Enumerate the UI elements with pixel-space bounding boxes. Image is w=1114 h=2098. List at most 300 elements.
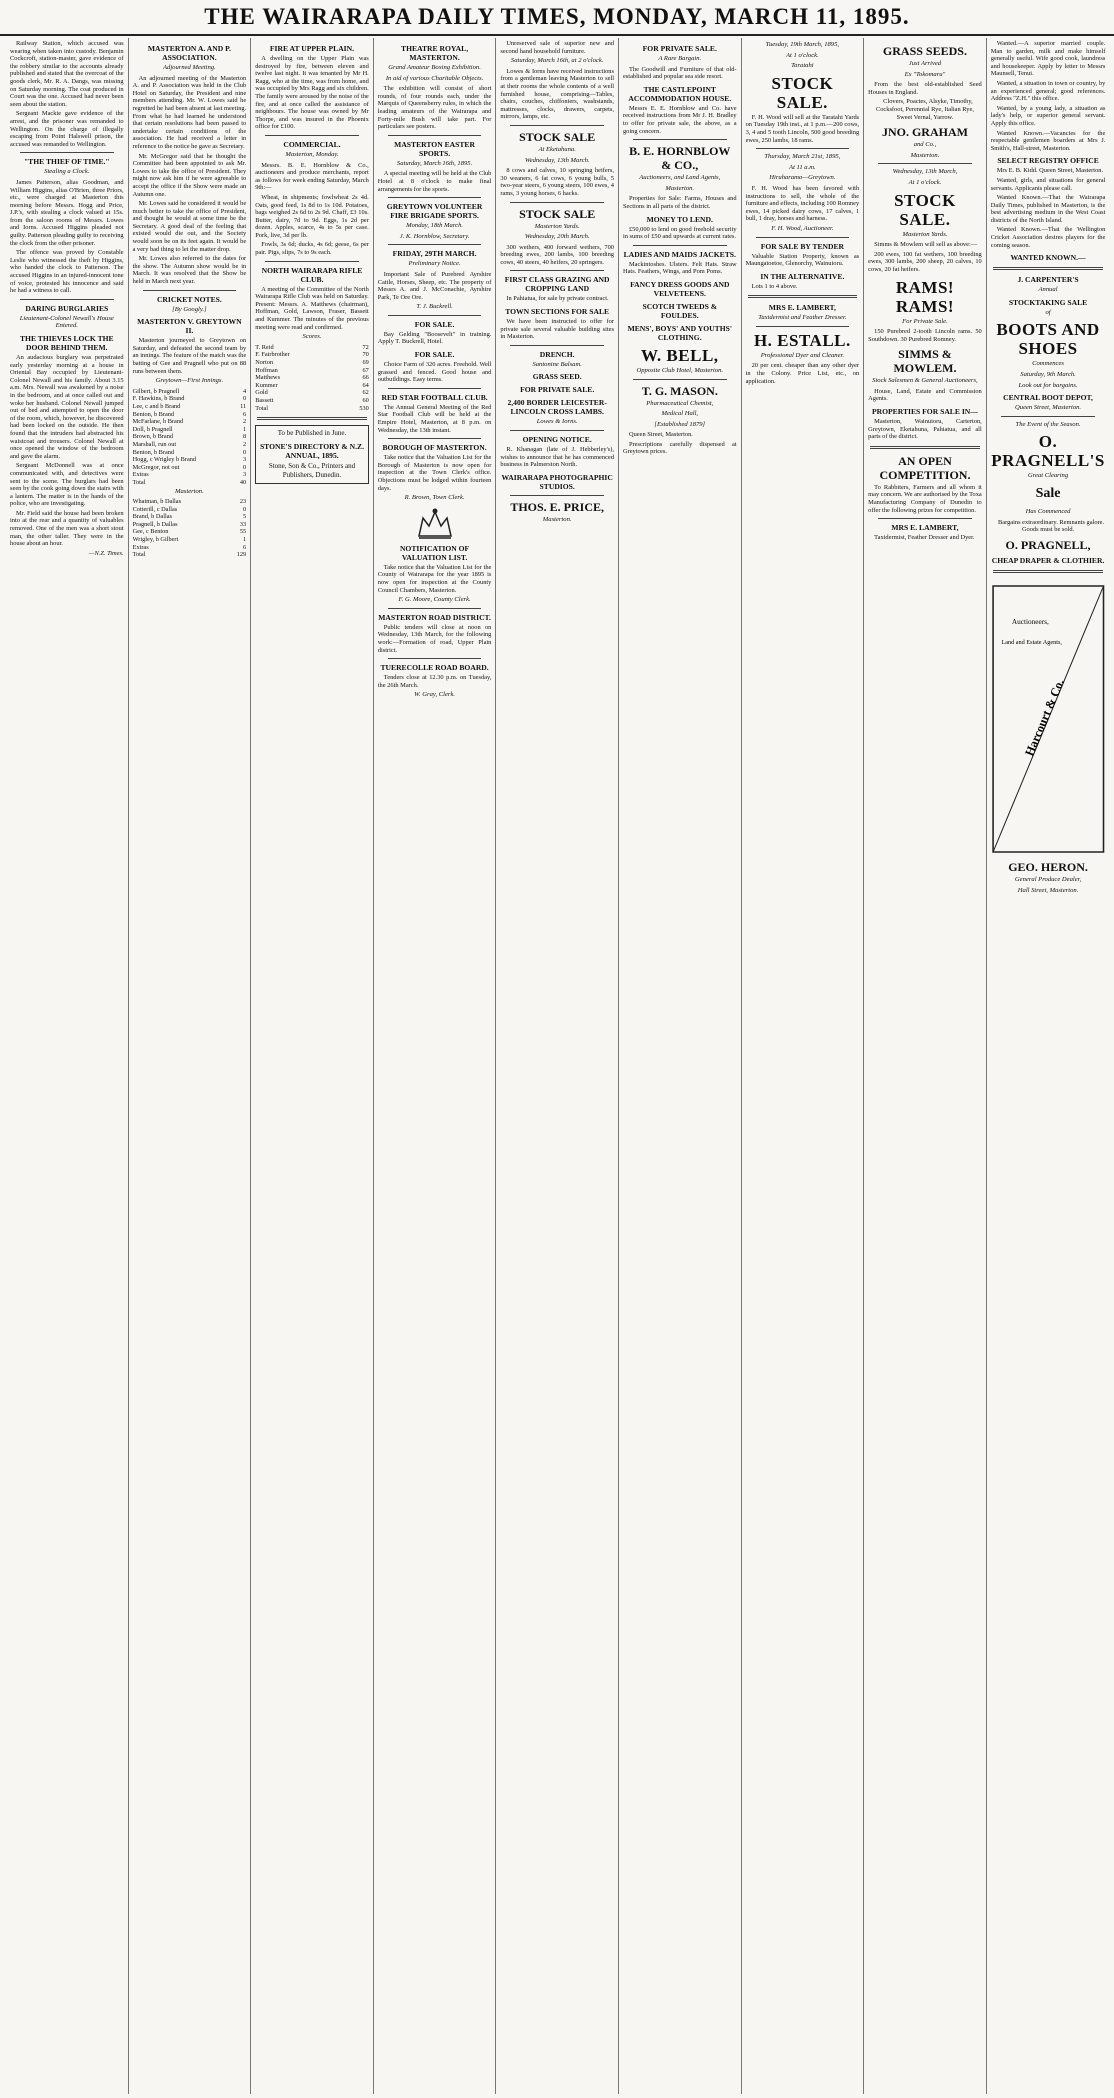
divider	[633, 379, 727, 380]
ad-title: FRIDAY, 29TH MARCH.	[392, 249, 477, 259]
ad-text: Properties for Sale: Farms, Houses and Sections in all parts of the district.	[622, 195, 737, 210]
ad-signature: Lowes & Iorns.	[536, 418, 578, 426]
ad-line: Just Arrived	[908, 60, 942, 67]
player-name: Extras	[132, 543, 149, 551]
stamp-line: Land and Estate Agents,	[1001, 639, 1062, 646]
ad-text: 20 per cent. cheaper than any other dyer in the Colony. Price List, etc., on application.	[745, 362, 860, 385]
table-title: Greytown—First Innings.	[155, 377, 224, 385]
table-row	[133, 388, 247, 396]
ad-title: PROPERTIES FOR SALE IN—	[872, 407, 978, 417]
ad-title: FOR SALE BY TENDER	[760, 241, 845, 251]
table-row	[133, 471, 247, 479]
ad-line: Masterton.	[542, 515, 572, 523]
player-name: Doll, b Pragnell	[132, 425, 173, 433]
headline: NORTH WAIRARAPA RIFLE CLUB.	[261, 265, 363, 284]
ad-title: FOR PRIVATE SALE.	[642, 44, 717, 53]
article-text: An adjourned meeting of the Masterton A. and P. Association was held in the Club Hotel on Saturday, the President and nine members attending. Mr. W. Lowes said he regretted he had been absent at last meeting. From what he had learned he understood that certain resolutions had been passed to undertake certain conditions of the association. He had received a letter in reference to the notice he gave as Secretary.	[132, 74, 247, 150]
ad-line: At 1 o'clock.	[786, 51, 819, 59]
ad-line: A Rare Bargain.	[658, 55, 702, 62]
divider	[388, 244, 482, 245]
ad-line: Has Commenced	[1025, 508, 1071, 515]
player-name: Extras	[132, 471, 149, 479]
ad-title: SCOTCH TWEEDS & FOULDES.	[642, 301, 718, 320]
article-text: Mr. Lowes also referred to the dates for the show. The Autumn show would be in March. It was resolved that the Show be held in March next year.	[132, 255, 247, 286]
ad-text: Queen Street, Masterton.	[628, 431, 693, 439]
ad-text: In Pahiatua, for sale by private contract.	[506, 295, 609, 303]
divider	[993, 267, 1104, 270]
ad-title: STOCK SALE	[519, 129, 596, 144]
divider	[633, 139, 727, 140]
player-runs: 1	[243, 425, 247, 433]
player-name: Hogg, c Wrigley b Brand	[132, 456, 197, 464]
ad-line: Hall Street, Masterton.	[1017, 886, 1079, 894]
ad-title: J. CARPENTER'S	[1017, 275, 1079, 285]
ad-signature: R. Brown, Town Clerk.	[404, 494, 465, 502]
shooter-name: Hoffman	[255, 366, 278, 374]
divider	[388, 608, 482, 609]
player-name: Wrigley, b Gilbert	[132, 536, 179, 544]
ad-line: Great Clearing	[1027, 472, 1069, 480]
column-4	[374, 38, 497, 2094]
player-runs: 4	[243, 387, 247, 395]
ad-line: CENTRAL BOOT DEPOT,	[1003, 393, 1093, 403]
divider	[510, 125, 604, 126]
ad-line: Opposite Club Hotel, Masterton.	[636, 366, 724, 374]
table-title: Scores.	[302, 333, 322, 341]
table-row	[255, 374, 369, 382]
ad-text: To Rabbiters, Farmers and all whom it may concern. We are authorised by the Toxa Manufacturing Company of Dunedin to offer the following prizes for competition.	[868, 483, 982, 514]
ad-title: WAIRARAPA PHOTOGRAPHIC STUDIOS.	[501, 472, 613, 491]
masthead	[0, 0, 1114, 36]
table-row	[133, 498, 247, 506]
article-text: An audacious burglary was perpetrated early yesterday morning at a house in Oriental Bay occupied by Lieutenant-Colonel Newall and his family. About 3.15 a.m. Mrs. Newall was awakened by a noise in the bedroom, and at once called out and woke her husband. Colonel Newall jumped out of bed and attempted to open the door of the room, which, however, he discovered had been locked on the outside. He then found that the intruders had abstracted his waistcoat and trousers. Colonel Newall at once opened the window of the bedroom and gave the alarm.	[10, 354, 124, 460]
ad-text: Unreserved sale of superior new and second hand household furniture.	[500, 40, 614, 55]
ad-text: Wanted, a situation in town or country, by an experienced general; good references. Address "Z.H." this office.	[990, 79, 1106, 103]
divider	[257, 417, 367, 420]
byline: —N.Z. Times.	[88, 549, 124, 557]
table-row	[133, 441, 247, 449]
ad-text: 8 cows and calves, 10 springing heifers, 30 weaners, 6 fat cows, 6 young bulls, 5 two-year steers, 6 young steers, 100 ewes, 4 rams, 3 young horses, 6 hacks.	[500, 167, 614, 197]
table-row	[133, 513, 247, 521]
article-text: Railway Station, which accused was wearing when taken into custody. Benjamin Cockcroft, station-master, gave evidence of the robbery similar to the accounts already published and stated that the overcoat of the goods clerk, Mr. R. A. Dangs, was missing on Saturday morning. The coat produced in Court was the one. Accused had never been seen about the station.	[10, 40, 124, 108]
divider	[633, 245, 727, 246]
divider	[388, 197, 482, 198]
column-9	[987, 38, 1110, 2094]
shooter-name: F. Fairbrother	[255, 351, 290, 359]
ad-text: Public tenders will close at noon on Wednesday, 13th March, for the following work:—Formation of road, Upper Plain district.	[377, 623, 492, 654]
ad-line: In aid of various Charitable Objects.	[385, 74, 484, 82]
headline: COMMERCIAL.	[283, 139, 341, 149]
ad-text: Prescriptions carefully dispensed at Greytown prices.	[622, 440, 737, 456]
ad-text: Messrs E. E. Hornblow and Co. have received instructions from Mr J. H. Bradley to offer for private sale, the above, as a going concern.	[622, 104, 737, 135]
ad-line: At 11 a.m.	[789, 163, 816, 171]
ad-line: Medical Hall,	[661, 410, 699, 418]
table-row	[255, 397, 369, 405]
ad-text: Wanted Known.—That the Wellington Cricket Association desires players for the coming season.	[990, 226, 1106, 249]
ad-line: Wednesday, 20th March.	[524, 233, 590, 241]
divider	[388, 135, 482, 136]
ad-line: At 1 o'clock.	[908, 178, 942, 186]
ad-line: Stock Salesmen & General Auctioneers,	[872, 377, 978, 385]
player-name: Total	[132, 551, 146, 559]
ad-line: Pharmaceutical Chemist,	[646, 399, 714, 407]
column-1	[6, 38, 129, 2094]
ad-title: FOR SALE.	[414, 319, 455, 329]
ad-title: FOR PRIVATE SALE.	[520, 385, 595, 395]
divider	[756, 326, 850, 327]
shooter-score: 530	[359, 404, 369, 412]
shooter-name: Bassett	[255, 396, 274, 404]
ad-text: Wanted.—A superior married couple. Man to garden, milk and make himself generally useful. Wife good cook, laundress and housekeeper. Apply by letter to Messrs Maunsell, Tenui.	[990, 40, 1106, 78]
ad-line: Commences	[1032, 360, 1064, 368]
divider	[388, 388, 482, 389]
divider	[756, 237, 850, 238]
page-columns	[6, 38, 1110, 2094]
headline: MASTERTON A. AND P. ASSOCIATION.	[147, 44, 231, 62]
ad-line: Look out for bargains.	[1018, 381, 1078, 389]
ad-line: Santonine Balsam.	[532, 360, 582, 368]
ad-title: GREYTOWN VOLUNTEER FIRE BRIGADE SPORTS.	[386, 202, 483, 221]
table-row	[255, 351, 369, 359]
player-name: Benton, b Brand	[132, 448, 175, 456]
article-text: Mr. Field said the house had been broken into at the rear and a quantity of valuables removed. One of the men was a short stout man, the other taller. They were in the house about an hour.	[10, 509, 124, 548]
divider	[143, 290, 237, 291]
player-name: Marshall, run out	[132, 440, 177, 448]
player-name: Brand, b Dallas	[132, 513, 172, 521]
headline: THE THIEVES LOCK THE DOOR BEHIND THEM.	[19, 334, 114, 352]
ad-text: Important Sale of Purebred Ayrshire Cattle, Horses, Sheep, etc. The property of Messrs A. and J. McConachie, Ayrshire Park, Te Ore Ore.	[377, 270, 492, 301]
ad-title: THOS. E. PRICE,	[510, 499, 605, 514]
ad-text: Lowes & Iorns have received instructions from a gentleman leaving Masterton to sell at their rooms the whole contents of a well furnished house, comprising—Tables, chairs, couches, chiffoniers, washstands, mattresses, clocks, drawers, carpets, mirrors, lamps, etc.	[500, 67, 614, 121]
ad-title: Sale	[1035, 486, 1061, 501]
ad-title: STOCK SALE	[519, 206, 596, 221]
ad-line: Ex "Tokomaru"	[904, 70, 946, 78]
ad-title: MONEY TO LEND.	[646, 214, 713, 224]
divider	[510, 495, 604, 496]
headline: FIRE AT UPPER PLAIN.	[269, 44, 355, 53]
subheadline: Adjourned Meeting.	[163, 64, 216, 71]
article-text: Sergeant McDonnell was at once communicated with, and detectives were sent to the scene. The burglars had been seen by the cook going down the stairs with a lantern. The matter is in the hands of the police, who are investigating.	[10, 462, 124, 508]
score-table	[133, 498, 247, 559]
shooter-score: 72	[362, 343, 369, 351]
ad-line: Taxidermist and Feather Dresser.	[758, 314, 847, 322]
ad-text: House, Land, Estate and Commission Agents.	[868, 387, 982, 403]
column-7	[742, 38, 865, 2094]
ad-title: SELECT REGISTRY OFFICE	[997, 156, 1099, 166]
divider	[870, 446, 980, 449]
ad-signature: F. G. Moore, County Clerk.	[398, 596, 471, 604]
table-row	[133, 426, 247, 434]
divider	[510, 270, 604, 271]
ad-line: Wednesday, 13th March,	[892, 168, 958, 176]
ad-title: JNO. GRAHAM	[881, 125, 968, 140]
headline: MASTERTON V. GREYTOWN II.	[137, 317, 242, 336]
player-runs: 3	[243, 471, 247, 479]
ad-line: Masterton Yards.	[902, 230, 948, 238]
score-table	[133, 388, 247, 487]
table-row	[255, 344, 369, 352]
ad-title: FOR SALE.	[414, 350, 455, 360]
ad-title: MASTERTON ROAD DISTRICT.	[378, 612, 491, 622]
ad-title: DRENCH.	[539, 349, 575, 359]
ad-line: The Event of the Season.	[1015, 420, 1081, 428]
ad-signature: F. H. Wood, Auctioneer.	[771, 224, 834, 232]
ad-title: LADIES AND MAIDS JACKETS.	[623, 249, 736, 259]
column-6	[619, 38, 742, 2094]
shooter-score: 67	[362, 366, 369, 374]
royal-crest-icon	[415, 506, 455, 540]
subheadline: Lieutenant-Colonel Newall's House Entered.	[19, 314, 114, 330]
ad-title: RED STAR FOOTBALL CLUB.	[381, 392, 488, 402]
ad-text: From the best old-established Seed Houses in England.	[868, 81, 982, 96]
divider	[265, 135, 359, 136]
player-name: Total	[132, 478, 146, 486]
ad-text: £50,000 to lend on good freehold security in sums of £50 and upwards at current rates.	[622, 225, 737, 241]
ad-title: RAMS! RAMS!	[895, 277, 955, 316]
player-runs: 11	[240, 402, 247, 410]
shooter-name: Total	[255, 404, 269, 412]
ad-title: FIRST CLASS GRAZING AND CROPPING LAND	[504, 275, 610, 294]
table-row	[133, 479, 247, 487]
ad-line: Queen Street, Masterton.	[1015, 404, 1082, 412]
advertisement	[255, 425, 369, 484]
ad-line: For Private Sale.	[902, 317, 948, 325]
article-text: Masterton journeyed to Greytown on Saturday, and defeated the second team by an innings. The feature of the match was the batting of Gee and Pragnell who put on 88 runs between them.	[132, 337, 247, 375]
article-text: A meeting of the Committee of the North Wairarapa Rifle Club was held on Saturday. Present: Messrs. A. Matthews (chairman), Hoffman, Gold, Lawson, Fraser, Bassett and Kummer. The minutes of the previous meeting were read and confirmed.	[255, 285, 369, 331]
column-8	[864, 38, 987, 2094]
ad-title: MENS', BOYS' AND YOUTHS' CLOTHING.	[627, 323, 732, 342]
ad-line: Annual	[1038, 286, 1058, 294]
ad-text: 150 Purebred 2-tooth Lincoln rams. 50 Southdown. 30 Purebred Romney.	[868, 328, 982, 343]
divider	[510, 202, 604, 203]
ad-text: Choice Farm of 320 acres. Freehold. Well grassed and fenced. Good house and outbuildings. Easy terms.	[377, 361, 492, 384]
ad-text: Bargains extraordinary. Remnants galore. Goods must be sold.	[997, 518, 1105, 534]
player-runs: 0	[243, 448, 247, 456]
player-name: Pragnell, b Dallas	[132, 520, 178, 528]
table-row	[133, 544, 247, 552]
ad-title: OPENING NOTICE.	[522, 435, 592, 445]
divider	[878, 163, 972, 164]
table-row	[133, 418, 247, 426]
table-row	[133, 411, 247, 419]
shooter-name: Kummer	[255, 381, 278, 389]
table-row	[133, 506, 247, 514]
divider	[878, 518, 972, 519]
player-name: Lee, c and b Brand	[132, 402, 181, 410]
shooter-name: T. Reid	[255, 343, 274, 351]
shooter-score: 64	[362, 381, 369, 389]
ad-title: MRS E. LAMBERT,	[768, 303, 836, 313]
ad-text: The Annual General Meeting of the Red Star Football Club will be held at the Empire Hotel, Masterton, at 8 p.m. on Wednesday, the 13th instant.	[377, 403, 492, 434]
ad-line: To be Published in June.	[277, 429, 347, 438]
shooter-score: 69	[362, 359, 369, 366]
ad-line: Taratahi	[791, 62, 814, 70]
ad-line: Preliminary Notice.	[408, 260, 461, 268]
table-row	[133, 395, 247, 403]
ad-line: and Co.,	[913, 141, 937, 149]
ad-line: Saturday, March 16th, at 2 o'clock.	[510, 57, 604, 65]
ad-title: TOWN SECTIONS FOR SALE	[505, 307, 610, 317]
ad-title: B. E. HORNBLOW & CO.,	[629, 144, 731, 173]
ad-text: Lots 1 to 4 above.	[751, 282, 798, 290]
article-text: Sergeant Mackie gave evidence of the arrest, and the prisoner was remanded to Wellington. On the charge of illegally escaping from Point Halswell prison, the accused was remanded to Wellington.	[10, 110, 124, 148]
subheadline: Stealing a Clock.	[44, 168, 90, 176]
player-name: McGregor, not out	[132, 463, 180, 471]
ad-title: THEATRE ROYAL, MASTERTON.	[401, 44, 469, 62]
table-title: Masterton.	[175, 487, 204, 495]
ad-title: MASTERTON EASTER SPORTS.	[394, 139, 475, 158]
article-text: The offence was proved by Constable Leslie who witnessed the theft by Higgins, who handed the clock to Patterson. The accused Higgins in an injured-innocent tone of voice, protested his innocence and said he had a witness to call.	[10, 249, 124, 295]
divider	[265, 261, 359, 262]
article-text: Fowls, 3s 6d; ducks, 4s 6d; geese, 6s per pair. Pigs, slips, 7s to 9s each.	[255, 241, 369, 257]
ad-title: STOCK SALE.	[771, 73, 834, 112]
ad-title: GEO. HERON.	[1008, 860, 1088, 875]
divider	[510, 345, 604, 346]
ad-title: STONE'S DIRECTORY & N.Z. ANNUAL, 1895.	[259, 442, 364, 461]
player-runs: 55	[239, 528, 247, 536]
ad-title: AN OPEN COMPETITION.	[879, 453, 971, 482]
table-row	[133, 551, 247, 559]
player-runs: 0	[243, 505, 247, 513]
ad-line: of	[1045, 308, 1051, 316]
table-row	[133, 528, 247, 536]
headline: "THE THIEF OF TIME."	[23, 157, 110, 167]
table-row	[133, 536, 247, 544]
ad-line: Thursday, March 21st, 1895,	[764, 153, 841, 161]
divider	[388, 315, 482, 316]
ad-line: Grand Amateur Boxing Exhibition.	[388, 64, 481, 71]
ad-title: W. BELL,	[640, 345, 719, 365]
ad-text: F. H. Wood has been favored with instructions to sell, the whole of the furniture and effects, including 100 Romney ewes, 14 picked dairy cows, 17 calves, 1 bull, 1 dray, horses and harness.	[745, 184, 860, 223]
shooter-score: 70	[362, 351, 369, 359]
player-name: F. Hawkins, b Brand	[132, 395, 185, 403]
ad-title: BOOTS AND SHOES	[996, 320, 1100, 359]
ad-text: F. H. Wood will sell at the Taratahi Yards on Tuesday 19th inst., at 1 p.m.—200 cows, 3, 4 and 5 tooth Lincoln, 500 good breeding ewes, 250 lambs, 18 rams.	[745, 113, 860, 144]
ad-title: GRASS SEED.	[532, 372, 582, 382]
divider	[20, 299, 114, 300]
newspaper-title: THE WAIRARAPA DAILY TIMES, MONDAY, MARCH 11, 1895.	[204, 4, 910, 29]
ad-signature: T. J. Buckrell.	[416, 303, 453, 311]
player-runs: 23	[239, 498, 247, 506]
score-table	[255, 344, 369, 412]
column-5	[496, 38, 619, 2094]
ad-text: Wanted, by a young lady, a situation as lady's help, or superior general servant. Apply this office.	[990, 104, 1106, 127]
ad-title: O. PRAGNELL'S	[991, 432, 1105, 471]
table-row	[255, 389, 369, 397]
ad-title: STOCK SALE.	[894, 190, 956, 229]
ad-title: 2,400 BORDER LEICESTER-LINCOLN CROSS LAMBS.	[507, 398, 607, 417]
divider	[388, 438, 482, 439]
ad-title: WANTED KNOWN.—	[1010, 253, 1086, 263]
shooter-name: Norton	[255, 359, 274, 366]
ad-text: R. Khanagan (late of J. Hebberley's), wishes to announce that he has commenced business in Palmerston North.	[500, 446, 614, 469]
player-name: Gilbert, b Pragnell	[132, 387, 180, 395]
article-text: Wheat, in shipments; fowlwheat 2s 4d. Oats, good feed, 1s 8d to 1s 10d. Potatoes, bags weighed 2s 6d to 2s 9d. Chaff, £3 10s. Butter, dairy, 7d to 9d. Eggs, 1s 2d per dozen. Apples, scarce, 4s to 5s per case. Pork, live, 3d per lb.	[255, 193, 369, 239]
stamp-title: Harcourt & Co.	[1021, 677, 1067, 758]
ad-text: Valuable Station Property, known as Maungatoetoe, Glenorchy, Wainuioru.	[745, 252, 860, 268]
ad-title: THE CASTLEPOINT ACCOMMODATION HOUSE.	[628, 84, 732, 103]
divider	[1001, 416, 1096, 417]
ad-line: Monday, 18th March.	[406, 222, 464, 230]
player-runs: 3	[243, 456, 247, 464]
ad-line: [Established 1879]	[654, 420, 706, 428]
ad-text: Mackintoshes. Ulsters. Felt Hats. Straw Hats. Feathers, Wings, and Pom Poms.	[622, 260, 737, 276]
ad-signature: W. Gray, Clerk.	[414, 691, 456, 699]
ad-text: Take notice that the Valuation List for the Borough of Masterton is now open for inspection at the Town Clerk's office. Objections must be lodged within fourteen days.	[377, 454, 492, 492]
ad-text: The Goodwill and Furniture of that old-established and popular sea side resort.	[622, 65, 737, 81]
ad-title: BOROUGH OF MASTERTON.	[382, 443, 487, 453]
ad-title: H. ESTALL.	[753, 330, 851, 350]
player-runs: 0	[243, 395, 247, 403]
player-runs: 6	[243, 543, 247, 551]
ad-text: Wanted Known.—Vacancies for the respectable gentlemen boarders at Mrs J. Smith's, Hall-street, Masterton.	[990, 129, 1106, 152]
table-row	[133, 403, 247, 411]
ad-text: Wanted Known.—That the Wairarapa Daily Times, published in Masterton, is the best advertising medium in the West Coast districts of the North Island.	[990, 194, 1106, 224]
ad-line: CHEAP DRAPER & CLOTHIER.	[991, 555, 1105, 565]
player-runs: 2	[243, 440, 247, 448]
subheadline: Masterton, Monday.	[285, 150, 339, 158]
player-runs: 5	[243, 513, 247, 521]
table-row	[255, 367, 369, 375]
ad-title: SIMMS & MOWLEM.	[893, 347, 957, 376]
ad-title: T. G. MASON.	[641, 383, 718, 398]
table-row	[133, 464, 247, 472]
ad-line: Professional Dyer and Cleaner.	[760, 351, 844, 359]
ad-text: Wanted, girls, and situations for general servants. Applicants please call.	[990, 176, 1106, 192]
player-runs: 1	[243, 536, 247, 544]
table-row	[133, 456, 247, 464]
article-text: Mr. Lowes said he considered it would be much better to take the office of President, and thought he would at some time be the Secretary. A good deal of the feeling that existed would die out, and the Society would soon be on its feet again. It would be a very bad thing to let the matter drop.	[132, 200, 247, 253]
table-row	[133, 449, 247, 457]
ad-line: Saturday, March 16th, 1895.	[396, 159, 473, 167]
column-3	[251, 38, 374, 2094]
player-runs: 8	[243, 433, 247, 441]
ad-line: Stone, Son & Co., Printers and Publishers, Dunedin.	[268, 462, 356, 480]
ad-text: Taxidermist, Feather Dresser and Dyer.	[874, 534, 975, 542]
ad-signature: J. K. Hornblow, Secretary.	[399, 232, 470, 240]
player-name: Brown, b Brand	[132, 433, 173, 441]
ad-title: GRASS SEEDS.	[882, 44, 967, 58]
column-2	[129, 38, 252, 2094]
ad-title: NOTIFICATION OF VALUATION LIST.	[399, 543, 470, 562]
ad-text: Masterton, Wainuioru, Carterton, Greytown, Eketahuna, Pahiatua, and all parts of the district.	[868, 418, 982, 441]
ad-line: Saturday, 9th March.	[1020, 371, 1076, 379]
ad-text: Take notice that the Valuation List for the County of Wairarapa for the year 1895 is now open for inspection at the County Council Chambers, Masterton.	[377, 563, 492, 594]
player-name: Gee, c Benton	[132, 528, 169, 536]
table-row	[133, 521, 247, 529]
divider	[756, 148, 850, 149]
divider	[510, 430, 604, 431]
ad-line: Masterton.	[910, 151, 940, 159]
table-row	[255, 382, 369, 390]
player-runs: 2	[243, 418, 247, 426]
ad-title: IN THE ALTERNATIVE.	[760, 271, 845, 281]
shooter-score: 66	[362, 374, 369, 382]
shooter-name: Matthews	[255, 374, 281, 382]
ad-text: Clovers, Poactes, Alsyke, Timothy, Cocksfoot, Perennial Rye, Italian Rye, Sweet Vernal, Yarrow.	[875, 98, 974, 121]
ad-line: Wednesday, 13th March.	[524, 156, 590, 164]
article-text: A dwelling on the Upper Plain was destroyed by fire, between eleven and twelve last night. It was tenanted by Mr H. Ragg, who at the time, was from home, and was occupied by Mrs Ragg and six children. The family were aroused by the noise of the fire, and at once called the assistance of neighbours. The house was owned by Mr Thorpe, and was insured in the Phoenix office for £100.	[255, 55, 369, 131]
subheadline: [By Googly.]	[172, 305, 207, 313]
divider	[20, 152, 114, 153]
player-name: Benton, b Brand	[132, 410, 175, 418]
ad-line: General Produce Dealer,	[1014, 876, 1082, 884]
article-text: Messrs. B. E. Hornblow & Co., auctioneers and produce merchants, report as follows for week ending Saturday, March 9th:—	[255, 161, 369, 192]
divider	[748, 295, 858, 298]
ad-line: Tuesday, 19th March, 1895,	[765, 41, 840, 48]
ad-text: Bay Gelding "Boosevelt" in training. Apply T. Buckrell, Hotel.	[377, 330, 492, 346]
ad-line: STOCKTAKING SALE	[1008, 297, 1088, 307]
